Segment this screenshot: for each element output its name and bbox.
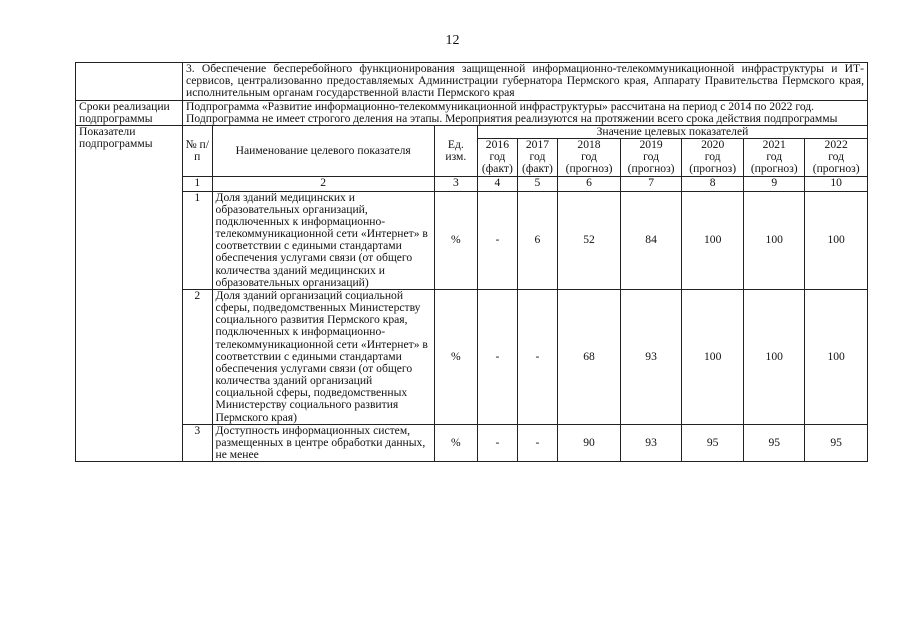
year-header: 2019 год (прогноз) [621,139,682,177]
column-number-row [183,176,867,191]
values-group-header: Значение целевых показателей [477,126,867,139]
sroki-paragraph: Подпрограмма «Развитие информационно-телекоммуникационной инфраструктуры» рассчитана на период с 2014 по 2022 год. [186,99,815,113]
year-header: 2018 год (прогноз) [557,139,620,177]
column-number: 7 [621,176,682,191]
indicator-value: 100 [682,289,744,424]
year-header: 2022 год (прогноз) [805,139,867,177]
year-header: 2017 год (факт) [517,139,557,177]
indicator-value: 100 [805,289,867,424]
indicator-value: - [477,424,517,461]
row-number: 2 [183,289,212,424]
indicator-value: 6 [517,191,557,289]
table-row [183,191,867,289]
indicator-value: 95 [805,424,867,461]
indicator-value: 84 [621,191,682,289]
indicators-table [183,126,867,461]
indicator-value: 52 [557,191,620,289]
indicator-value: - [517,424,557,461]
name-header: Наименование целевого показателя [212,126,434,176]
indicators-label: Показатели подпрограммы [76,125,183,461]
indicator-value: - [477,191,517,289]
indicator-value: - [517,289,557,424]
indicator-value: 100 [805,191,867,289]
indicator-unit: % [434,424,477,461]
num-header: № п/п [183,126,212,176]
sroki-paragraph: Подпрограмма не имеет строгого деления на этапы. Мероприятия реализуются на протяжении всего срока действия подпрограммы [186,111,838,125]
column-number: 3 [434,176,477,191]
year-header: 2016 год (факт) [477,139,517,177]
column-number: 5 [517,176,557,191]
indicator-value: 100 [744,289,805,424]
task-3-text: 3. Обеспечение бесперебойного функционирования защищенной информационно-телекоммуникационной инфраструктуры и ИТ-сервисов, централизованно предоставляемых Администрации губернатора Пермского края, Аппарату Правительства Пермского края, исполнительным органам государственной власти Пермского края [183,63,868,101]
row-number: 1 [183,191,212,289]
indicator-value: 100 [682,191,744,289]
indicator-unit: % [434,289,477,424]
row-number: 3 [183,424,212,461]
year-header: 2021 год (прогноз) [744,139,805,177]
indicator-name: Доступность информационных систем, размещенных в центре обработки данных, не менее [212,424,434,461]
indicator-name: Доля зданий организаций социальной сферы, подведомственных Министерству социального развития Пермского края, подключенных к информационно-телекоммуникационной сети «Интернет» в соответствии с едиными стандартами обеспечения услугами связи (от общего количества зданий организаций социальной сферы, подведомственных Министерству социального развития Пермского края) [212,289,434,424]
column-number: 8 [682,176,744,191]
indicators-cell [183,125,868,461]
indicator-name: Доля зданий медицинских и образовательных организаций, подключенных к информационно-телекоммуникационной сети «Интернет» в соответствии с едиными стандартами обеспечения услугами связи (от общего количества зданий медицинских и образовательных организаций) [212,191,434,289]
empty-label-cell [76,63,183,101]
indicator-value: 90 [557,424,620,461]
table-row [76,63,868,101]
indicator-value: 68 [557,289,620,424]
passport-table [75,62,868,462]
indicator-value: 93 [621,289,682,424]
indicator-value: 100 [744,191,805,289]
column-number: 6 [557,176,620,191]
year-header: 2020 год (прогноз) [682,139,744,177]
sroki-label: Сроки реализации подпрограммы [76,100,183,125]
column-number: 1 [183,176,212,191]
column-number: 9 [744,176,805,191]
unit-header: Ед. изм. [434,126,477,176]
indicator-value: 95 [744,424,805,461]
indicator-unit: % [434,191,477,289]
indicator-value: 95 [682,424,744,461]
table-row [76,100,868,125]
page-number: 12 [445,33,460,48]
table-row [76,125,868,461]
table-row [183,424,867,461]
column-number: 2 [212,176,434,191]
table-row [183,289,867,424]
header-row [183,126,867,139]
column-number: 4 [477,176,517,191]
indicator-value: - [477,289,517,424]
column-number: 10 [805,176,867,191]
indicator-value: 93 [621,424,682,461]
sroki-content [183,100,868,125]
